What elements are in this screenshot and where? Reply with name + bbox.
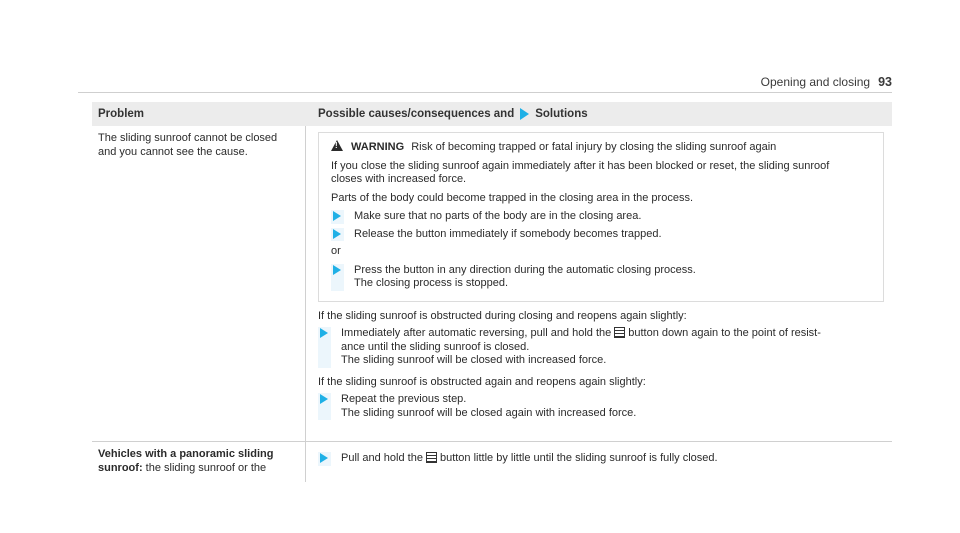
header-problem: Problem [98, 108, 145, 120]
warning-paragraph-line: If you close the sliding sunroof again immediately after it has been blocked or reset, the sliding sunroof [331, 159, 830, 172]
instruction-step [318, 327, 892, 368]
problem-text: the sliding sunroof or the [145, 461, 267, 474]
sunroof-button-icon [614, 327, 625, 338]
play-arrow-icon [333, 265, 341, 275]
play-arrow-icon [320, 453, 328, 463]
step-text-line: The sliding sunroof will be closed with increased force. [341, 354, 607, 366]
step-text-line: The sliding sunroof will be closed again with increased force. [341, 406, 637, 419]
instruction-step [331, 264, 873, 291]
instruction-step [331, 210, 873, 224]
step-text [354, 264, 873, 291]
play-arrow-icon [320, 394, 328, 404]
solution-cell [306, 126, 892, 441]
table-row [92, 126, 892, 442]
step-text: Make sure that no parts of the body are in the closing area. [354, 210, 642, 222]
problem-cell [92, 126, 306, 441]
instruction-step [318, 452, 892, 466]
or-label: or [331, 245, 341, 257]
play-arrow-icon [320, 328, 328, 338]
paragraph: If the sliding sunroof is obstructed again and reopens again slightly: [318, 375, 646, 388]
step-text-line: ance until the sliding sunroof is closed. [341, 340, 530, 353]
step-text [341, 327, 892, 368]
step-text-line: Repeat the previous step. [341, 393, 467, 405]
step-text [341, 393, 892, 420]
step-text-line: Pull and hold the [341, 452, 423, 464]
instruction-step [318, 393, 892, 420]
section-title: Opening and closing [760, 75, 871, 89]
table-row [92, 442, 892, 482]
step-bar [331, 228, 344, 242]
problem-bold-text: Vehicles with a panoramic sliding [98, 448, 274, 460]
warning-box [318, 132, 884, 302]
step-text-line: The closing process is stopped. [354, 277, 509, 289]
problem-solution-table [92, 102, 892, 482]
step-bar [331, 210, 344, 224]
problem-text-line [98, 462, 299, 476]
page-number: 93 [878, 75, 892, 89]
problem-text-line: and you cannot see the cause. [98, 145, 248, 158]
top-rule [78, 92, 892, 93]
header-solutions [306, 108, 588, 120]
step-bar [318, 327, 331, 368]
running-head [761, 75, 892, 89]
header-solutions-suffix: Solutions [535, 108, 588, 120]
step-text: Release the button immediately if somebody becomes trapped. [354, 227, 662, 240]
warning-paragraph: Parts of the body could become trapped in the closing area in the process. [331, 191, 693, 204]
step-text [341, 452, 892, 466]
warning-headline: Risk of becoming trapped or fatal injury by closing the sliding sunroof again [411, 141, 777, 153]
table-header [92, 102, 892, 126]
play-arrow-icon [333, 229, 341, 239]
warning-paragraph [331, 160, 873, 187]
step-text-line: button down again to the point of resist- [628, 327, 821, 339]
paragraph: If the sliding sunroof is obstructed during closing and reopens again slightly: [318, 309, 687, 322]
warning-triangle-icon [331, 140, 343, 151]
warning-paragraph-line: closes with increased force. [331, 173, 467, 185]
step-bar [331, 264, 344, 291]
header-solutions-prefix: Possible causes/consequences and [318, 108, 515, 120]
step-text-line: Press the button in any direction during the automatic closing process. [354, 263, 696, 276]
play-arrow-icon [520, 108, 529, 120]
instruction-step [331, 228, 873, 242]
problem-cell [92, 442, 306, 482]
warning-label: WARNING [351, 141, 405, 153]
problem-bold-text: sunroof: [98, 461, 143, 474]
step-text-line: Immediately after automatic reversing, pull and hold the [341, 327, 612, 339]
sunroof-button-icon [426, 452, 437, 463]
problem-text-line: The sliding sunroof cannot be closed [98, 132, 278, 144]
play-arrow-icon [333, 211, 341, 221]
step-text-line: button little by little until the sliding sunroof is fully closed. [439, 452, 718, 464]
step-bar [318, 393, 331, 420]
solution-cell [306, 442, 892, 482]
step-bar [318, 452, 331, 466]
